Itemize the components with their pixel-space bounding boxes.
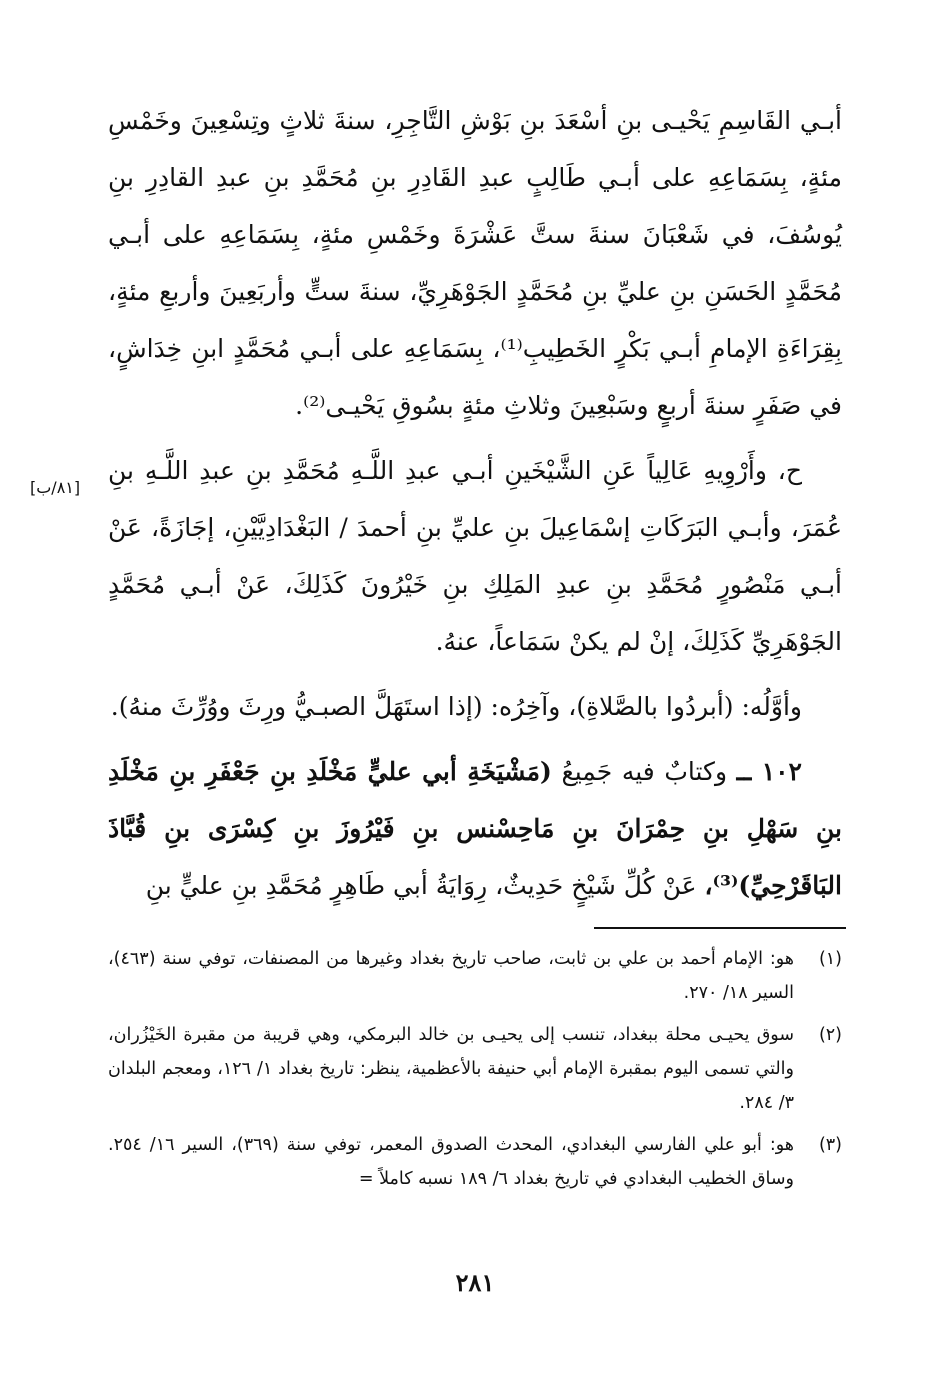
entry-number: ١٠٢ ــ — [736, 757, 802, 786]
footnotes-block — [108, 942, 842, 1204]
manuscript-folio-marker: [٨١/ب] — [30, 478, 81, 497]
footnote-3 — [108, 1128, 842, 1196]
footnote-number: (٣) — [818, 1135, 842, 1155]
footnote-separator — [594, 927, 846, 929]
entry-title: (مَشْيَخَةِ أبي عليٍّ مَخْلَدِ بنِ جَعْفَرِ بنِ مَخْلَدِ بنِ سَهْلِ بنِ حِمْرَانَ بنِ مَاحِسْنس بنِ فَيْرُوزَ بنِ كِسْرَى بنِ قُبَّاذَ البَاقَرْحِيِّ)⁽³⁾، — [108, 757, 842, 900]
main-text-block — [108, 92, 842, 914]
entry-rest: عَنْ كُلِّ شَيْخٍ حَدِيثٌ، رِوَايَةُ أبي طَاهِرٍ مُحَمَّدِ بنِ عليٍّ بنِ — [145, 871, 697, 900]
page-number: ٢٨١ — [455, 1268, 495, 1297]
footnote-2 — [108, 1018, 842, 1120]
footnote-number: (٢) — [818, 1025, 842, 1045]
footnote-number: (١) — [818, 949, 842, 969]
entry-intro: وكتابٌ فيه جَمِيعُ — [561, 757, 728, 786]
footnote-1 — [108, 942, 842, 1010]
footnote-text: هو: الإمام أحمد بن علي بن ثابت، صاحب تاريخ بغداد وغيرها من المصنفات، توفي سنة (٤٦٣)، السير ١٨/ ٢٧٠. — [108, 949, 794, 1003]
footnote-text: سوق يحيـى محلة ببغداد، تنسب إلى يحيـى بن خالد البرمكي، وهي قريبة من مقبرة الخَيْزُران، والتي تسمى اليوم بمقبرة الإمام أبي حنيفة بالأعظمية، ينظر: تاريخ بغداد ١/ ١٢٦، ومعجم البلدان ٣/ ٢٨٤. — [108, 1025, 794, 1113]
footnote-text: هو: أبو علي الفارسي البغدادي، المحدث الصدوق المعمر، توفي سنة (٣٦٩)، السير ١٦/ ٢٥٤. وساق الخطيب البغدادي في تاريخ بغداد ٦/ ١٨٩ نسبه كاملاً = — [108, 1135, 794, 1189]
paragraph-alternate-chain: ح، وأَرْوِيهِ عَالِياً عَنِ الشَّيْخَينِ أبـي عبدِ اللَّـهِ مُحَمَّدِ بنِ عبدِ اللَّـهِ بنِ عُمَرَ، وأبـي البَرَكَاتِ إسْمَاعِيلَ بنِ عليِّ بنِ أحمدَ / البَغْدَادِيَّيْنِ، إجَازَةً، عَنْ أبـي مَنْصُورٍ مُحَمَّدِ بنِ عبدِ المَلِكِ بنِ خَيْرُونَ كَذَلِكَ، عَنْ أبـي مُحَمَّدٍ الجَوْهَرِيِّ كَذَلِكَ، إنْ لم يكنْ سَمَاعاً، عنهُ. — [108, 456, 842, 656]
paragraph-first-last-hadith: وأوَّلُه: (أبردُوا بالصَّلاةِ)، وآخِرُه: (إذا استَهَلَّ الصبـيُّ ورِثَ ووُرِّثَ منهُ). — [110, 692, 802, 721]
entry-102 — [108, 743, 842, 914]
paragraph-chain: أبـي القَاسِمِ يَحْيـى بنِ أسْعَدَ بنِ بَوْشِ التَّاجِرِ، سنةَ ثلاثٍ وتِسْعِينَ وخَمْسِ مئةٍ، بِسَمَاعِهِ على أبـي طَالِبٍ عبدِ القَادِرِ بنِ مُحَمَّدِ بنِ عبدِ القادِرِ بنِ يُوسُفَ، في شَعْبَانَ سنةَ ستَّ عَشْرَةَ وخَمْسِ مئةٍ، بِسَمَاعِهِ على أبـي مُحَمَّدٍ الحَسَنِ بنِ عليِّ بنِ مُحَمَّدٍ الجَوْهَرِيِّ، سنةَ ستٍّ وأربَعِينَ وأربعِ مئةٍ، بِقِرَاءَةِ الإمامِ أبـي بَكْرٍ الخَطِيبِ⁽¹⁾، بِسَمَاعِهِ على أبـي مُحَمَّدٍ ابنِ خِدَاشٍ، في صَفَرٍ سنةَ أربعٍ وسَبْعِينَ وثلاثِ مئةٍ بسُوقِ يَحْيـى⁽²⁾. — [108, 106, 842, 420]
